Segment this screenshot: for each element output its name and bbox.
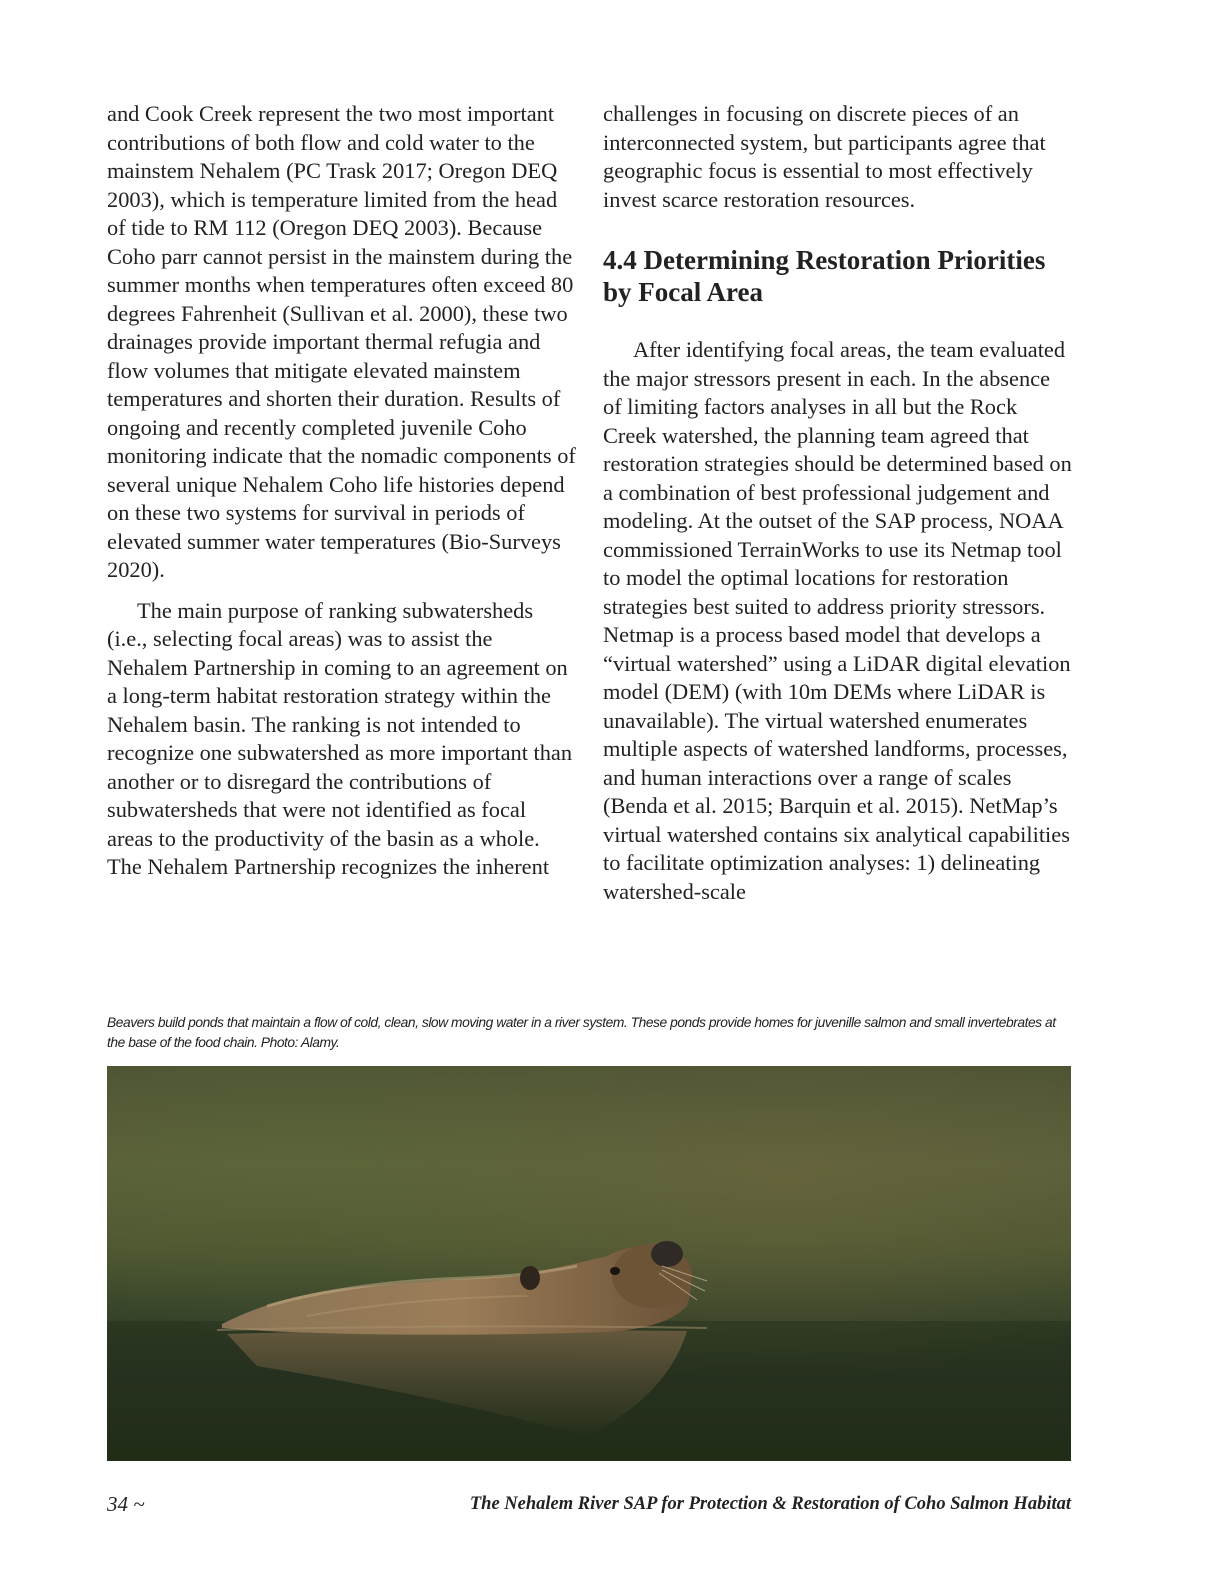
body-paragraph: After identifying focal areas, the team evaluated the major stressors present in each. In the absence of limiting factors analyses in all but the Rock Creek watershed, the planning team agreed that restoration strategies should be determined based on a combination of best professional judgement and modeling. At the outset of the SAP process, NOAA commissioned TerrainWorks to use its Netmap tool to model the optimal locations for restoration strategies best suited to address priority stressors. Netmap is a process based model that develops a “virtual watershed” using a LiDAR digital elevation model (DEM) (with 10m DEMs where LiDAR is unavailable). The virtual watershed enumerates multiple aspects of watershed landforms, processes, and human interactions over a range of scales (Benda et al. 2015; Barquin et al. 2015). NetMap’s virtual watershed contains six analytical capabilities to facilitate optimization analyses: 1) delineating watershed-scale xyxy=(603,337,1072,904)
section-heading: 4.4 Determining Restoration Priorities by Focal Area xyxy=(603,245,1046,307)
page-number: 34 ~ xyxy=(107,1492,145,1516)
right-text-column xyxy=(603,100,1073,906)
body-paragraph: challenges in focusing on discrete pieces of an interconnected system, but participants agree that geographic focus is essential to most effectively invest scarce restoration resources. xyxy=(603,101,1046,212)
beaver-photo xyxy=(107,1066,1071,1461)
body-paragraph: and Cook Creek represent the two most important contributions of both flow and cold water to the mainstem Nehalem (PC Trask 2017; Oregon DEQ 2003), which is temperature limited from the head of tide to RM 112 (Oregon DEQ 2003). Because Coho parr cannot persist in the mainstem during the summer months when temperatures often exceed 80 degrees Fahrenheit (Sullivan et al. 2000), these two drainages provide important thermal refugia and flow volumes that mitigate elevated mainstem temperatures and shorten their duration. Results of ongoing and recently completed juvenile Coho monitoring indicate that the nomadic components of several unique Nehalem Coho life histories depend on these two systems for survival in periods of elevated summer water temperatures (Bio-Surveys 2020). xyxy=(107,101,576,582)
figure-caption: Beavers build ponds that maintain a flow of cold, clean, slow moving water in a river system. These ponds provide homes for juvenille salmon and small invertebrates at the base of the food chain. Photo: Alamy. xyxy=(107,1015,1056,1050)
body-paragraph: The main purpose of ranking subwatersheds (i.e., selecting focal areas) was to assist the Nehalem Partnership in coming to an agreement on a long-term habitat restoration strategy within the Nehalem basin. The ranking is not intended to recognize one subwatershed as more important than another or to disregard the contributions of subwatersheds that were not identified as focal areas to the productivity of the basin as a whole. The Nehalem Partnership recognizes the inherent xyxy=(107,597,573,879)
left-text-column xyxy=(107,100,577,882)
beaver-image xyxy=(107,1066,1071,1461)
running-footer-title: The Nehalem River SAP for Protection & Restoration of Coho Salmon Habitat xyxy=(469,1494,1071,1514)
